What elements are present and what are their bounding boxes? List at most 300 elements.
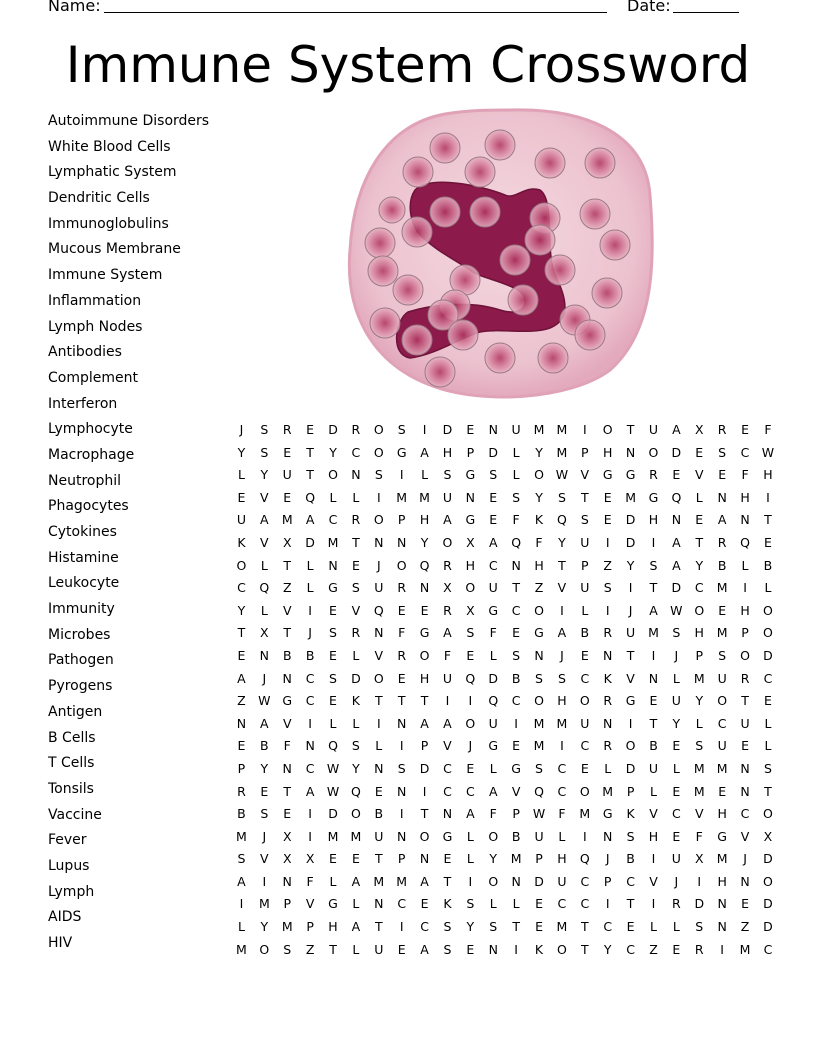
grid-letter[interactable]: E [351, 851, 360, 867]
grid-letter[interactable]: C [443, 783, 452, 799]
grid-letter[interactable]: L [329, 715, 337, 731]
grid-letter[interactable]: I [376, 489, 381, 505]
grid-letter[interactable]: I [445, 693, 450, 709]
grid-letter[interactable]: C [694, 580, 704, 596]
grid-letter[interactable]: Z [649, 941, 658, 957]
grid-letter[interactable]: A [488, 783, 498, 799]
grid-letter[interactable]: H [648, 512, 659, 528]
grid-letter[interactable]: L [466, 851, 474, 867]
grid-letter[interactable]: E [260, 783, 269, 799]
grid-letter[interactable]: L [306, 580, 314, 596]
grid-letter[interactable]: Q [305, 489, 316, 505]
grid-letter[interactable]: E [466, 647, 475, 663]
grid-letter[interactable]: O [373, 422, 384, 437]
grid-letter[interactable]: Q [671, 489, 682, 505]
grid-letter[interactable]: O [579, 783, 590, 799]
grid-letter[interactable]: A [420, 715, 429, 731]
grid-letter[interactable]: M [556, 422, 568, 437]
grid-letter[interactable]: D [488, 670, 499, 686]
grid-letter[interactable]: M [716, 580, 728, 596]
grid-letter[interactable]: E [512, 625, 521, 641]
grid-letter[interactable]: L [764, 580, 772, 596]
grid-letter[interactable]: X [694, 422, 704, 437]
grid-letter[interactable]: S [443, 467, 452, 483]
grid-letter[interactable]: L [649, 919, 657, 935]
grid-letter[interactable]: H [419, 670, 430, 686]
grid-letter[interactable]: C [672, 806, 681, 822]
grid-letter[interactable]: E [741, 422, 749, 437]
grid-letter[interactable]: D [763, 851, 773, 867]
grid-letter[interactable]: Y [237, 602, 246, 618]
grid-letter[interactable]: O [236, 557, 247, 573]
grid-letter[interactable]: M [648, 625, 659, 641]
grid-letter[interactable]: T [512, 919, 520, 935]
grid-letter[interactable]: C [328, 512, 338, 528]
grid-letter[interactable]: E [329, 602, 337, 618]
grid-letter[interactable]: D [671, 444, 682, 460]
grid-letter[interactable]: T [626, 422, 635, 437]
grid-letter[interactable]: U [740, 715, 750, 731]
grid-letter[interactable]: O [419, 647, 430, 663]
grid-letter[interactable]: O [534, 693, 544, 709]
grid-letter[interactable]: A [672, 534, 681, 550]
grid-letter[interactable]: Q [488, 693, 499, 709]
grid-letter[interactable]: U [580, 580, 590, 596]
grid-letter[interactable]: Y [626, 557, 635, 573]
grid-letter[interactable]: E [626, 919, 635, 935]
grid-letter[interactable]: O [763, 602, 773, 618]
grid-letter[interactable]: I [308, 715, 312, 731]
grid-letter[interactable]: N [511, 873, 521, 889]
grid-letter[interactable]: N [374, 760, 384, 776]
grid-letter[interactable]: L [489, 647, 497, 663]
grid-letter[interactable]: A [466, 806, 475, 822]
grid-letter[interactable]: X [282, 828, 292, 844]
grid-letter[interactable]: C [511, 602, 521, 618]
grid-letter[interactable]: I [422, 422, 427, 437]
grid-letter[interactable]: R [282, 422, 292, 437]
grid-letter[interactable]: S [580, 512, 589, 528]
grid-letter[interactable]: U [648, 760, 659, 776]
grid-letter[interactable]: K [626, 806, 635, 822]
grid-letter[interactable]: N [397, 715, 407, 731]
grid-letter[interactable]: E [420, 602, 429, 618]
grid-letter[interactable]: P [283, 896, 291, 912]
grid-letter[interactable]: C [465, 783, 475, 799]
grid-letter[interactable]: D [763, 919, 773, 935]
grid-letter[interactable]: F [741, 467, 749, 483]
grid-letter[interactable]: C [580, 896, 590, 912]
grid-letter[interactable]: B [511, 828, 521, 844]
grid-letter[interactable]: N [374, 625, 384, 641]
grid-letter[interactable]: V [443, 738, 452, 754]
grid-letter[interactable]: V [282, 715, 292, 731]
grid-letter[interactable]: U [282, 467, 292, 483]
grid-letter[interactable]: L [466, 828, 474, 844]
grid-letter[interactable]: E [466, 941, 475, 957]
grid-letter[interactable]: O [442, 534, 453, 550]
grid-letter[interactable]: E [763, 534, 772, 550]
grid-letter[interactable]: O [373, 444, 384, 460]
grid-letter[interactable]: G [465, 467, 476, 483]
grid-letter[interactable]: U [442, 670, 453, 686]
grid-letter[interactable]: N [397, 534, 407, 550]
grid-letter[interactable]: D [328, 806, 338, 822]
grid-letter[interactable]: E [718, 783, 727, 799]
grid-letter[interactable]: A [305, 512, 315, 528]
grid-letter[interactable]: E [535, 896, 543, 912]
grid-letter[interactable]: O [763, 625, 773, 641]
grid-letter[interactable]: R [443, 557, 452, 573]
grid-letter[interactable]: I [308, 602, 312, 618]
grid-letter[interactable]: M [556, 444, 568, 460]
grid-letter[interactable]: I [239, 896, 244, 912]
grid-letter[interactable]: U [236, 512, 247, 528]
grid-letter[interactable]: M [350, 828, 362, 844]
grid-letter[interactable]: L [489, 896, 497, 912]
grid-letter[interactable]: V [511, 783, 521, 799]
grid-letter[interactable]: I [468, 873, 473, 889]
grid-letter[interactable]: Q [350, 783, 361, 799]
grid-letter[interactable]: B [626, 851, 635, 867]
grid-letter[interactable]: S [626, 828, 635, 844]
grid-letter[interactable]: L [672, 919, 680, 935]
grid-letter[interactable]: U [671, 693, 681, 709]
grid-letter[interactable]: A [351, 919, 361, 935]
grid-letter[interactable]: V [557, 580, 567, 596]
grid-letter[interactable]: P [397, 512, 406, 528]
grid-letter[interactable]: I [560, 602, 564, 618]
grid-letter[interactable]: B [374, 806, 384, 822]
grid-letter[interactable]: E [306, 422, 315, 437]
grid-letter[interactable]: C [763, 941, 773, 957]
grid-letter[interactable]: E [741, 738, 749, 754]
grid-letter[interactable]: C [443, 760, 452, 776]
grid-letter[interactable]: A [488, 534, 498, 550]
grid-letter[interactable]: S [260, 444, 269, 460]
grid-letter[interactable]: R [351, 422, 361, 437]
grid-letter[interactable]: T [374, 851, 383, 867]
grid-letter[interactable]: T [420, 806, 429, 822]
grid-letter[interactable]: U [442, 489, 453, 505]
grid-letter[interactable]: P [695, 647, 704, 663]
grid-letter[interactable]: R [649, 467, 658, 483]
grid-letter[interactable]: O [373, 670, 384, 686]
grid-letter[interactable]: S [466, 625, 475, 641]
grid-letter[interactable]: J [743, 851, 747, 867]
grid-letter[interactable]: M [579, 806, 591, 822]
grid-letter[interactable]: E [512, 738, 521, 754]
grid-letter[interactable]: B [260, 738, 269, 754]
grid-letter[interactable]: O [694, 602, 705, 618]
grid-letter[interactable]: E [329, 851, 337, 867]
grid-letter[interactable]: E [603, 489, 612, 505]
grid-letter[interactable]: T [374, 919, 383, 935]
grid-letter[interactable]: N [488, 941, 498, 957]
grid-letter[interactable]: C [603, 919, 613, 935]
grid-letter[interactable]: I [582, 828, 587, 844]
grid-letter[interactable]: L [352, 715, 360, 731]
grid-letter[interactable]: Q [740, 534, 750, 550]
grid-letter[interactable]: B [763, 557, 773, 573]
grid-letter[interactable]: E [672, 828, 681, 844]
grid-letter[interactable]: C [580, 738, 590, 754]
grid-letter[interactable]: P [237, 760, 246, 776]
grid-letter[interactable]: S [351, 580, 360, 596]
grid-letter[interactable]: B [580, 625, 590, 641]
grid-letter[interactable]: T [649, 715, 658, 731]
grid-letter[interactable]: F [764, 422, 772, 437]
grid-letter[interactable]: M [716, 760, 728, 776]
grid-letter[interactable]: T [329, 941, 337, 957]
grid-letter[interactable]: L [764, 715, 772, 731]
grid-letter[interactable]: W [761, 444, 775, 460]
grid-letter[interactable]: D [625, 534, 636, 550]
grid-letter[interactable]: C [305, 693, 315, 709]
grid-letter[interactable]: D [419, 760, 430, 776]
grid-letter[interactable]: C [420, 919, 429, 935]
grid-letter[interactable]: W [258, 693, 271, 709]
grid-letter[interactable]: E [443, 851, 452, 867]
grid-letter[interactable]: S [329, 670, 337, 686]
grid-letter[interactable]: E [580, 760, 589, 776]
grid-letter[interactable]: A [672, 422, 681, 437]
grid-letter[interactable]: M [693, 783, 705, 799]
grid-letter[interactable]: D [488, 444, 499, 460]
grid-letter[interactable]: Q [534, 783, 544, 799]
grid-letter[interactable]: I [651, 647, 656, 663]
grid-letter[interactable]: K [443, 896, 452, 912]
grid-letter[interactable]: Y [466, 919, 475, 935]
grid-letter[interactable]: L [581, 602, 589, 618]
grid-letter[interactable]: T [512, 580, 520, 596]
grid-letter[interactable]: Y [420, 534, 429, 550]
grid-letter[interactable]: U [374, 580, 384, 596]
grid-letter[interactable]: A [237, 670, 246, 686]
grid-letter[interactable]: F [535, 534, 543, 550]
grid-letter[interactable]: Q [556, 512, 567, 528]
grid-letter[interactable]: L [329, 489, 337, 505]
grid-letter[interactable]: L [260, 557, 268, 573]
grid-letter[interactable]: C [580, 670, 590, 686]
grid-letter[interactable]: G [625, 693, 636, 709]
grid-letter[interactable]: I [743, 580, 747, 596]
grid-letter[interactable]: N [236, 715, 247, 731]
grid-letter[interactable]: A [237, 873, 246, 889]
grid-letter[interactable]: C [305, 670, 315, 686]
grid-letter[interactable]: H [694, 625, 704, 641]
grid-letter[interactable]: N [259, 647, 270, 663]
grid-letter[interactable]: D [328, 422, 338, 437]
grid-letter[interactable]: N [671, 512, 682, 528]
grid-letter[interactable]: E [374, 783, 383, 799]
grid-letter[interactable]: R [717, 534, 727, 550]
grid-letter[interactable]: K [534, 512, 544, 528]
grid-letter[interactable]: I [766, 489, 770, 505]
grid-letter[interactable]: G [717, 828, 727, 844]
grid-letter[interactable]: O [488, 873, 499, 889]
grid-letter[interactable]: L [672, 760, 680, 776]
grid-letter[interactable]: G [488, 738, 499, 754]
grid-letter[interactable]: G [534, 625, 544, 641]
grid-letter[interactable]: P [535, 851, 543, 867]
grid-letter[interactable]: T [649, 580, 658, 596]
grid-letter[interactable]: H [328, 919, 338, 935]
grid-letter[interactable]: E [603, 512, 612, 528]
grid-letter[interactable]: U [717, 738, 727, 754]
grid-letter[interactable]: E [237, 489, 246, 505]
grid-letter[interactable]: L [352, 941, 360, 957]
grid-letter[interactable]: I [605, 534, 610, 550]
grid-letter[interactable]: A [443, 625, 452, 641]
grid-letter[interactable]: L [352, 896, 360, 912]
grid-letter[interactable]: S [283, 941, 292, 957]
grid-letter[interactable]: I [582, 422, 587, 437]
grid-letter[interactable]: M [327, 828, 339, 844]
grid-letter[interactable]: X [260, 625, 269, 641]
grid-letter[interactable]: R [397, 580, 407, 596]
grid-letter[interactable]: E [329, 647, 337, 663]
grid-letter[interactable]: E [283, 444, 292, 460]
grid-letter[interactable]: A [420, 941, 429, 957]
grid-letter[interactable]: R [397, 647, 407, 663]
grid-letter[interactable]: O [396, 557, 407, 573]
grid-letter[interactable]: I [262, 873, 267, 889]
grid-letter[interactable]: H [740, 489, 750, 505]
grid-letter[interactable]: D [694, 896, 705, 912]
grid-letter[interactable]: M [602, 783, 614, 799]
grid-letter[interactable]: K [534, 941, 544, 957]
grid-letter[interactable]: C [557, 783, 567, 799]
grid-letter[interactable]: Y [489, 851, 498, 867]
grid-letter[interactable]: E [420, 896, 429, 912]
grid-letter[interactable]: R [443, 602, 452, 618]
grid-letter[interactable]: I [399, 919, 404, 935]
grid-letter[interactable]: T [580, 489, 589, 505]
grid-letter[interactable]: L [375, 738, 383, 754]
grid-letter[interactable]: A [351, 873, 361, 889]
grid-letter[interactable]: O [579, 693, 590, 709]
grid-letter[interactable]: G [625, 467, 636, 483]
grid-letter[interactable]: I [628, 580, 633, 596]
grid-letter[interactable]: C [557, 896, 567, 912]
grid-letter[interactable]: T [558, 557, 566, 573]
grid-letter[interactable]: U [626, 625, 636, 641]
grid-letter[interactable]: C [557, 760, 567, 776]
grid-letter[interactable]: A [420, 444, 429, 460]
grid-letter[interactable]: T [764, 783, 772, 799]
grid-letter[interactable]: O [556, 941, 567, 957]
grid-letter[interactable]: M [556, 919, 568, 935]
grid-letter[interactable]: M [533, 422, 545, 437]
grid-letter[interactable]: J [262, 670, 267, 686]
grid-letter[interactable]: V [282, 602, 292, 618]
grid-letter[interactable]: H [465, 557, 476, 573]
grid-letter[interactable]: V [649, 873, 658, 889]
grid-letter[interactable]: X [694, 851, 704, 867]
grid-letter[interactable]: N [442, 806, 453, 822]
grid-letter[interactable]: K [351, 693, 360, 709]
grid-letter[interactable]: R [351, 512, 361, 528]
grid-letter[interactable]: L [352, 647, 360, 663]
grid-letter[interactable]: O [465, 715, 476, 731]
grid-letter[interactable]: H [740, 602, 750, 618]
grid-letter[interactable]: E [672, 941, 681, 957]
grid-letter[interactable]: Z [305, 941, 315, 957]
grid-letter[interactable]: T [626, 896, 635, 912]
grid-letter[interactable]: C [305, 760, 315, 776]
grid-letter[interactable]: Z [534, 580, 544, 596]
grid-letter[interactable]: M [716, 851, 728, 867]
grid-letter[interactable]: H [717, 806, 727, 822]
grid-letter[interactable]: V [260, 489, 269, 505]
grid-letter[interactable]: S [443, 941, 452, 957]
grid-letter[interactable]: S [489, 467, 498, 483]
grid-letter[interactable]: A [443, 715, 452, 731]
grid-letter[interactable]: G [511, 760, 521, 776]
grid-letter[interactable]: M [281, 919, 293, 935]
grid-letter[interactable]: M [693, 760, 705, 776]
grid-letter[interactable]: I [422, 783, 427, 799]
grid-letter[interactable]: L [695, 715, 703, 731]
grid-letter[interactable]: E [489, 512, 498, 528]
grid-letter[interactable]: F [398, 625, 406, 641]
grid-letter[interactable]: Y [695, 557, 704, 573]
grid-letter[interactable]: U [557, 873, 567, 889]
grid-letter[interactable]: S [512, 489, 521, 505]
grid-letter[interactable]: E [741, 896, 749, 912]
grid-letter[interactable]: N [397, 783, 407, 799]
grid-letter[interactable]: E [283, 489, 292, 505]
grid-letter[interactable]: M [556, 715, 568, 731]
grid-letter[interactable]: R [717, 422, 727, 437]
grid-letter[interactable]: N [603, 715, 613, 731]
grid-letter[interactable]: P [741, 625, 749, 641]
grid-letter[interactable]: S [374, 467, 383, 483]
grid-letter[interactable]: F [512, 512, 520, 528]
grid-letter[interactable]: R [603, 625, 613, 641]
grid-letter[interactable]: G [328, 896, 338, 912]
grid-letter[interactable]: E [237, 738, 246, 754]
grid-letter[interactable]: I [651, 896, 656, 912]
grid-letter[interactable]: M [236, 828, 247, 844]
grid-letter[interactable]: D [625, 760, 636, 776]
grid-letter[interactable]: H [717, 873, 727, 889]
grid-letter[interactable]: I [651, 851, 656, 867]
grid-letter[interactable]: B [237, 806, 246, 822]
grid-letter[interactable]: G [328, 580, 338, 596]
grid-letter[interactable]: R [603, 693, 613, 709]
grid-letter[interactable]: N [305, 738, 315, 754]
grid-letter[interactable]: Q [259, 580, 270, 596]
grid-letter[interactable]: A [260, 715, 269, 731]
grid-letter[interactable]: U [671, 851, 681, 867]
grid-letter[interactable]: I [697, 873, 702, 889]
grid-letter[interactable]: X [282, 534, 292, 550]
grid-letter[interactable]: W [326, 783, 340, 799]
grid-letter[interactable]: Y [535, 489, 543, 505]
grid-letter[interactable]: I [308, 806, 312, 822]
grid-letter[interactable]: X [282, 851, 292, 867]
grid-letter[interactable]: E [580, 647, 589, 663]
grid-letter[interactable]: N [603, 828, 613, 844]
grid-letter[interactable]: N [717, 489, 727, 505]
grid-letter[interactable]: D [763, 896, 773, 912]
grid-letter[interactable]: E [283, 806, 292, 822]
grid-letter[interactable]: Z [603, 557, 612, 573]
grid-letter[interactable]: R [603, 738, 613, 754]
grid-letter[interactable]: G [648, 489, 659, 505]
